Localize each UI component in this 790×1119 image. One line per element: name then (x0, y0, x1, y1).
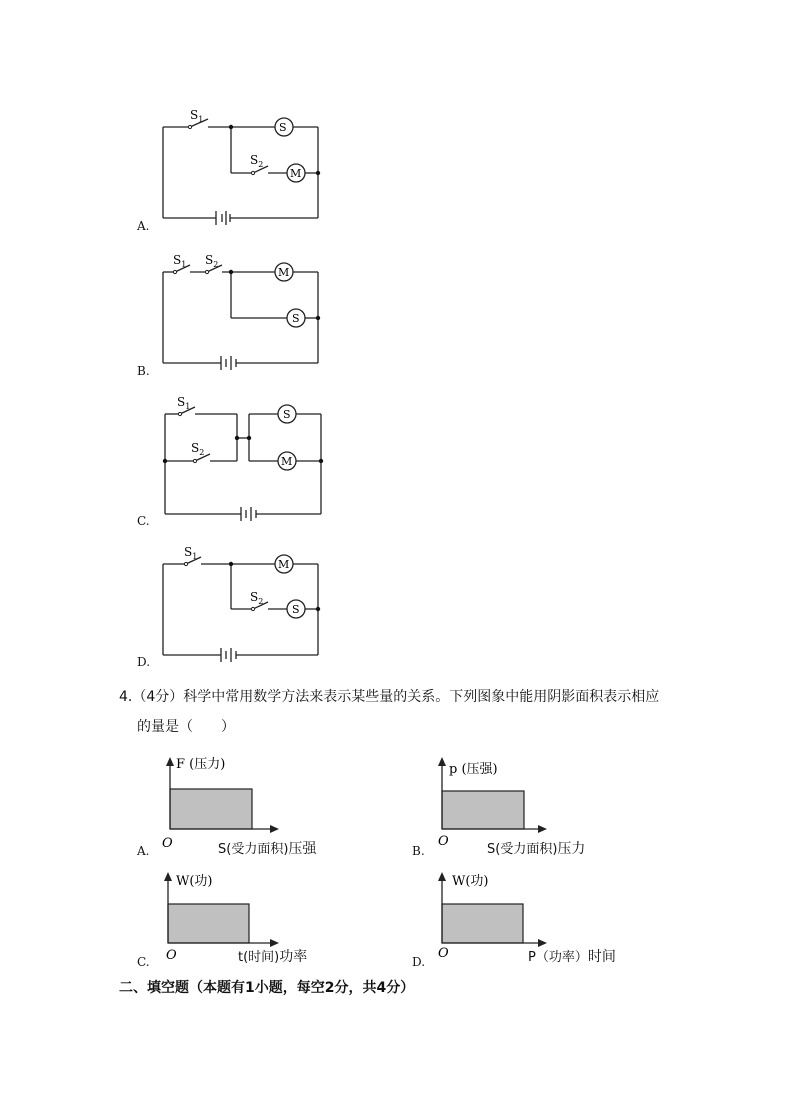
switch-s2-label: $S_2$ (205, 253, 219, 269)
x-axis-text: t(时间) (238, 950, 280, 965)
origin-label: O (166, 948, 177, 963)
x-axis-label (528, 946, 616, 966)
option-label: A. (137, 219, 150, 233)
device-bottom-label: S (292, 603, 300, 616)
graph-caption: 压力 (557, 841, 586, 857)
graph-caption: 功率 (279, 949, 308, 965)
shaded-area (442, 791, 524, 829)
switch-s2-label: $S_2$ (250, 153, 264, 169)
y-axis-label: W(功) (452, 874, 489, 889)
y-axis-label: p (压强) (449, 762, 498, 777)
shaded-area (168, 904, 249, 943)
origin-label: O (438, 834, 449, 849)
device-bottom-label: M (290, 167, 302, 180)
section-2-title: 二、填空题（本题有1小题，每空2分，共4分） (119, 980, 415, 996)
x-axis-label (487, 838, 585, 858)
origin-label: O (438, 946, 449, 961)
option-label: D. (412, 955, 426, 969)
circuit-c (150, 390, 340, 525)
option-label: D. (137, 655, 151, 669)
option-label: C. (137, 514, 150, 528)
option-label: B. (412, 844, 425, 858)
device-bottom-label: S (292, 312, 300, 325)
option-label: C. (137, 955, 150, 969)
device-bottom-label: M (281, 455, 293, 468)
graph-caption: 压强 (288, 841, 317, 857)
circuit-a (150, 100, 340, 230)
switch-s2-label: $S_2$ (191, 441, 205, 457)
device-top-label: S (283, 408, 291, 421)
option-label: A. (137, 844, 150, 858)
device-top-label: M (278, 266, 290, 279)
shaded-area (170, 789, 252, 829)
switch-s2-label: $S_2$ (250, 590, 264, 606)
y-axis-label: F (压力) (176, 757, 226, 772)
x-axis-label (238, 946, 307, 966)
graph-a (160, 752, 285, 850)
option-label: B. (137, 364, 150, 378)
circuit-b (150, 248, 340, 373)
device-top-label: M (278, 558, 290, 571)
switch-s1-label: $S_1$ (173, 253, 187, 269)
device-top-label: S (279, 121, 287, 134)
shaded-area (442, 904, 523, 943)
x-axis-text: S(受力面积) (487, 842, 558, 857)
y-axis-label: W(功) (176, 874, 213, 889)
question-4-line2: 的量是（ ） (137, 719, 235, 735)
x-axis-text: S(受力面积) (218, 842, 289, 857)
question-4-line1: 4.（4分）科学中常用数学方法来表示某些量的关系。下列图象中能用阴影面积表示相应 (119, 689, 660, 705)
origin-label: O (162, 836, 173, 850)
switch-s1-label: $S_1$ (177, 395, 191, 411)
x-axis-text: P（功率） (528, 950, 588, 965)
graph-b (432, 752, 557, 850)
switch-s1-label: $S_1$ (190, 108, 204, 124)
graph-caption: 时间 (587, 949, 616, 965)
circuit-d (150, 540, 340, 665)
switch-s1-label: $S_1$ (184, 545, 198, 561)
x-axis-label (218, 838, 316, 858)
